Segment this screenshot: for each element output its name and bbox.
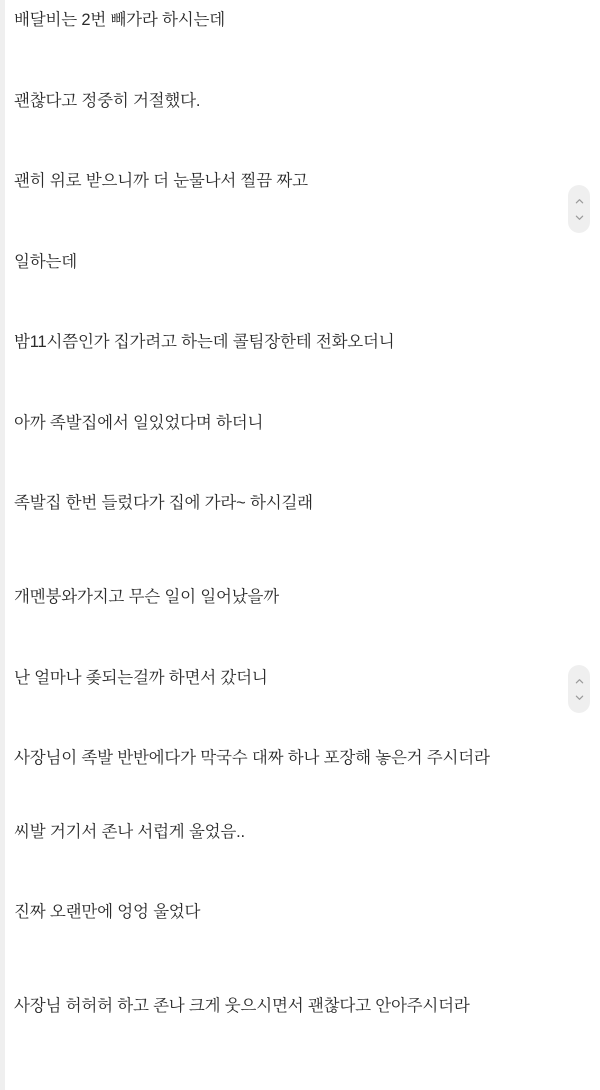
chevron-up-icon[interactable] [575, 197, 584, 206]
chevron-down-icon[interactable] [575, 693, 584, 702]
paragraph: 족발집 한번 들렀다가 집에 가라~ 하시길래 [14, 494, 313, 513]
paragraph: 난 얼마나 좆되는걸까 하면서 갔더니 [14, 668, 268, 687]
paragraph: 일하는데 [14, 252, 77, 271]
paragraph: 괜찮다고 정중히 거절했다. [14, 91, 201, 110]
paragraph: 사장님 허허허 하고 존나 크게 웃으시면서 괜찮다고 안아주시더라 [14, 996, 470, 1015]
paragraph: 밤11시쯤인가 집가려고 하는데 콜팀장한테 전화오더니 [14, 333, 395, 352]
chevron-up-icon[interactable] [575, 677, 584, 686]
paragraph: 배달비는 2번 빼가라 하시는데 [14, 11, 225, 29]
chevron-down-icon[interactable] [575, 213, 584, 222]
paragraph: 씨발 거기서 존나 서럽게 울었음.. [14, 822, 245, 841]
paragraph: 진짜 오랜만에 엉엉 울었다 [14, 903, 201, 922]
scroll-nub-top[interactable] [568, 185, 590, 233]
paragraph: 개멘붕와가지고 무슨 일이 일어났을까 [14, 587, 279, 606]
paragraph: 사장님이 족발 반반에다가 막국수 대짜 하나 포장해 놓은거 주시더라 [14, 749, 490, 768]
paragraph: 아까 족발집에서 일있었다며 하더니 [14, 413, 264, 432]
paragraph: 괜히 위로 받으니까 더 눈물나서 찔끔 짜고 [14, 172, 308, 191]
scroll-nub-bottom[interactable] [568, 665, 590, 713]
